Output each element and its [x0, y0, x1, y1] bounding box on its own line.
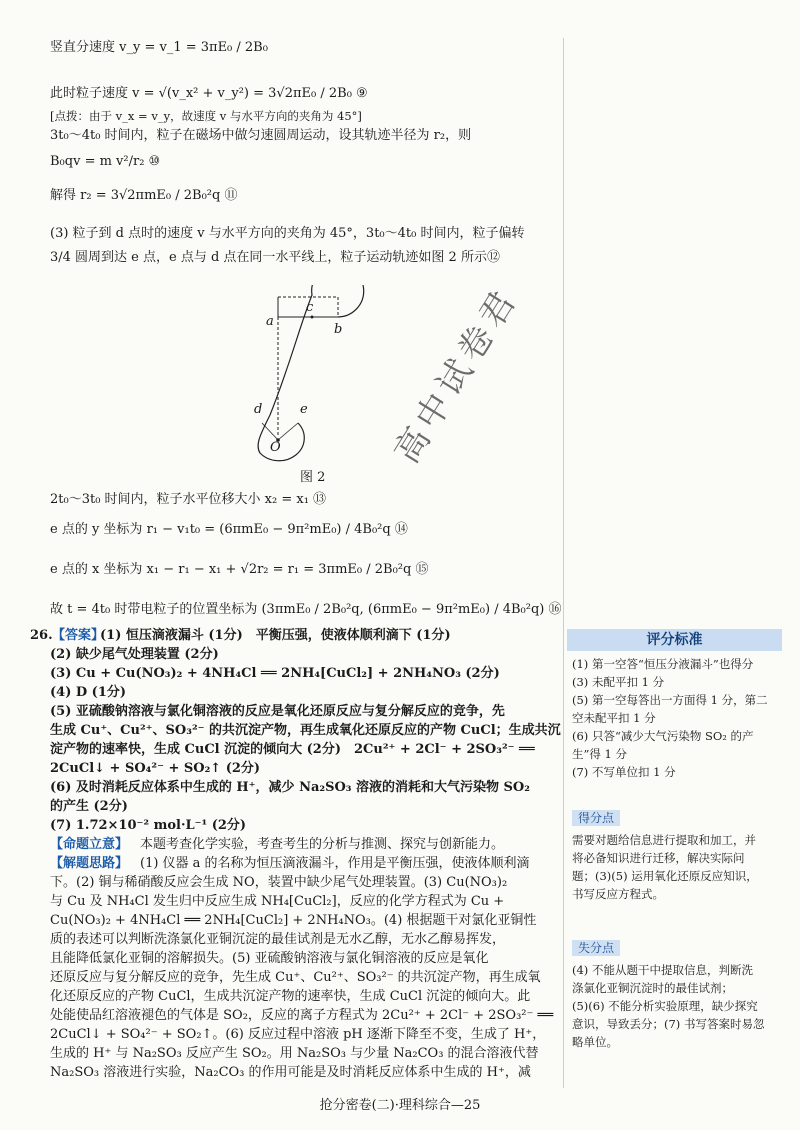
gain-tag: 得分点 — [572, 810, 620, 826]
thinking-line: 化还原反应的产物 CuCl，生成共沉淀产物的速率快，生成 CuCl 沉淀的倾向大。此 — [50, 989, 531, 1004]
scoring-item: 空未配平扣 1 分 — [572, 711, 656, 725]
thinking-line: 生成的 H⁺ 与 Na₂SO₃ 反应产生 SO₂。用 Na₂SO₃ 与少量 Na₂CO₃ 的混合溶液代替 — [50, 1046, 539, 1061]
label-b: b — [334, 322, 343, 337]
answer-line: 生成 Cu⁺、Cu²⁺、SO₃²⁻ 的共沉淀产物，再生成氧化还原反应的产物 CuCl；生成共沉 — [50, 723, 561, 738]
text-line: B₀qv = m v²/r₂ ⑩ — [50, 154, 161, 169]
gain-line: 书写反应方程式。 — [572, 887, 664, 901]
figure-caption: 图 2 — [300, 470, 326, 485]
label-a: a — [266, 314, 274, 329]
gain-line: 需要对题给信息进行提取和加工，并 — [572, 833, 756, 847]
hint-line: [点拨：由于 v_x = v_y，故速度 v 与水平方向的夹角为 45°] — [50, 109, 362, 123]
thinking-line: Na₂SO₃ 溶液进行实验，Na₂CO₃ 的作用可能是及时消耗反应体系中生成的 H⁺，减 — [50, 1065, 531, 1080]
column-divider — [563, 38, 564, 1088]
upper-arc — [270, 285, 364, 415]
label-c: c — [306, 300, 314, 315]
text-line: 3/4 圆周到达 e 点，e 点与 d 点在同一水平线上，粒子运动轨迹如图 2 所示⑫ — [50, 250, 500, 265]
thinking-tag: 【解题思路】 — [50, 856, 129, 871]
label-d: d — [254, 402, 263, 417]
thinking-line: 与 Cu 及 NH₄Cl 发生归中反应生成 NH₄[CuCl₂]，反应的化学方程式为 Cu + — [50, 894, 505, 909]
thinking-line: 处能使品红溶液褪色的气体是 SO₂，反应的离子方程式为 2Cu²⁺ + 2Cl⁻ + 2SO₃²⁻ ══ — [50, 1008, 554, 1023]
gain-line: 将必备知识进行迁移，解决实际问 — [572, 851, 745, 865]
label-e: e — [300, 402, 308, 417]
answer-line: (5) 亚硫酸钠溶液与氯化铜溶液的反应是氧化还原反应与复分解反应的竞争，先 — [50, 704, 505, 719]
thinking-line: Cu(NO₃)₂ + 4NH₄Cl ══ 2NH₄[CuCl₂] + 2NH₄NO₃。(4) 根据题干对氯化亚铜性 — [50, 913, 537, 928]
watermark: 高中试卷君 — [386, 279, 527, 471]
text-line: e 点的 y 坐标为 r₁ − v₁t₀ = (6πmE₀ − 9π²mE₀) / 4B₀²q ⑭ — [50, 522, 408, 537]
answer-tag: 【答案】 — [52, 628, 105, 643]
text-line: 竖直分速度 v_y = v_1 = 3πE₀ / 2B₀ — [50, 40, 268, 55]
text-line: e 点的 x 坐标为 x₁ − r₁ − x₁ + √2r₂ = r₁ = 3πmE₀ / 2B₀²q ⑮ — [50, 562, 429, 577]
text-line: 故 t = 4t₀ 时带电粒子的位置坐标为 (3πmE₀ / 2B₀²q, (6πmE₀ − 9π²mE₀) / 4B₀²q) ⑯ — [50, 602, 562, 617]
text-line: (3) 粒子到 d 点时的速度 v 与水平方向的夹角为 45°，3t₀～4t₀ 时间内，粒子偏转 — [50, 226, 525, 241]
text-line: 2t₀～3t₀ 时间内，粒子水平位移大小 x₂ = x₁ ⑬ — [50, 492, 327, 507]
text-line: 此时粒子速度 v = √(v_x² + v_y²) = 3√2πE₀ / 2B₀ ⑨ — [50, 86, 368, 101]
thinking-line: 下。(2) 铜与稀硝酸反应会生成 NO，装置中缺少尾气处理装置。(3) Cu(NO₃)₂ — [50, 875, 508, 890]
answer-line: 淀产物的速率快，生成 CuCl 沉淀的倾向大 (2分) 2Cu²⁺ + 2Cl⁻ + 2SO₃²⁻ ══ — [50, 742, 535, 757]
loss-line: 涤氯化亚铜沉淀时的最佳试剂； — [572, 981, 733, 995]
thinking-line: 质的表述可以判断洗涤氯化亚铜沉淀的最佳试剂是无水乙醇，无水乙醇易挥发， — [50, 932, 506, 947]
answer-line: (3) Cu + Cu(NO₃)₂ + 4NH₄Cl ══ 2NH₄[CuCl₂] + 2NH₄NO₃ (2分) — [50, 666, 500, 681]
thinking-line: (1) 仪器 a 的名称为恒压滴液漏斗，作用是平衡压强，使液体顺利滴 — [140, 856, 530, 871]
lower-arc — [258, 415, 304, 461]
loss-line: (4) 不能从题干中提取信息，判断洗 — [572, 963, 753, 977]
answer-line: (6) 及时消耗反应体系中生成的 H⁺，减少 Na₂SO₃ 溶液的消耗和大气污染物 SO₂ — [50, 780, 530, 795]
loss-line: 略单位。 — [572, 1035, 618, 1049]
thinking-line: 还原反应与复分解反应的竞争，先生成 Cu⁺、Cu²⁺、SO₃²⁻ 的共沉淀产物，再生成氧 — [50, 970, 541, 985]
answer-line: (1) 恒压滴液漏斗 (1分) 平衡压强，使液体顺利滴下 (1分) — [100, 628, 451, 643]
answer-line: 2CuCl↓ + SO₄²⁻ + SO₂↑ (2分) — [50, 761, 261, 776]
scoring-header: 评分标准 — [567, 629, 782, 651]
scoring-item: (6) 只答“减少大气污染物 SO₂ 的产 — [572, 729, 754, 743]
thinking-line: 2CuCl↓ + SO₄²⁻ + SO₂↑。(6) 反应过程中溶液 pH 逐渐下降至不变，生成了 H⁺， — [50, 1027, 546, 1042]
scoring-item: 生”得 1 分 — [572, 747, 628, 761]
scoring-item: (3) 未配平扣 1 分 — [572, 675, 665, 689]
thinking-line: 且能降低氯化亚铜的溶解损失。(5) 亚硫酸钠溶液与氯化铜溶液的反应是氧化 — [50, 951, 489, 966]
scoring-item: (1) 第一空答“恒压分液漏斗”也得分 — [572, 657, 754, 671]
label-o: O — [270, 440, 281, 455]
loss-line: 意识，导致丢分；(7) 书写答案时易忽 — [572, 1017, 765, 1031]
loss-tag: 失分点 — [572, 940, 620, 956]
gain-line: 题；(3)(5) 运用氧化还原反应知识， — [572, 869, 758, 883]
answer-line: 的产生 (2分) — [50, 799, 128, 814]
scoring-item: (7) 不写单位扣 1 分 — [572, 765, 676, 779]
radius-od — [262, 423, 278, 440]
answer-line: (4) D (1分) — [50, 685, 127, 700]
text-line: 解得 r₂ = 3√2πmE₀ / 2B₀²q ⑪ — [50, 188, 238, 203]
radius-oe — [278, 423, 298, 440]
answer-line: (7) 1.72×10⁻² mol·L⁻¹ (2分) — [50, 818, 247, 833]
question-number: 26. — [30, 628, 53, 643]
text-line: 3t₀～4t₀ 时间内，粒子在磁场中做匀速圆周运动，设其轨迹半径为 r₂，则 — [50, 128, 472, 143]
scoring-item: (5) 第一空每答出一方面得 1 分，第二 — [572, 693, 768, 707]
intent-text: 本题考查化学实验，考查考生的分析与推测、探究与创新能力。 — [140, 837, 505, 852]
answer-line: (2) 缺少尾气处理装置 (2分) — [50, 647, 219, 662]
loss-line: (5)(6) 不能分析实验原理，缺少探究 — [572, 999, 758, 1013]
intent-tag: 【命题立意】 — [50, 837, 129, 852]
page-footer: 抢分密卷(二)·理科综合—25 — [319, 1098, 481, 1113]
